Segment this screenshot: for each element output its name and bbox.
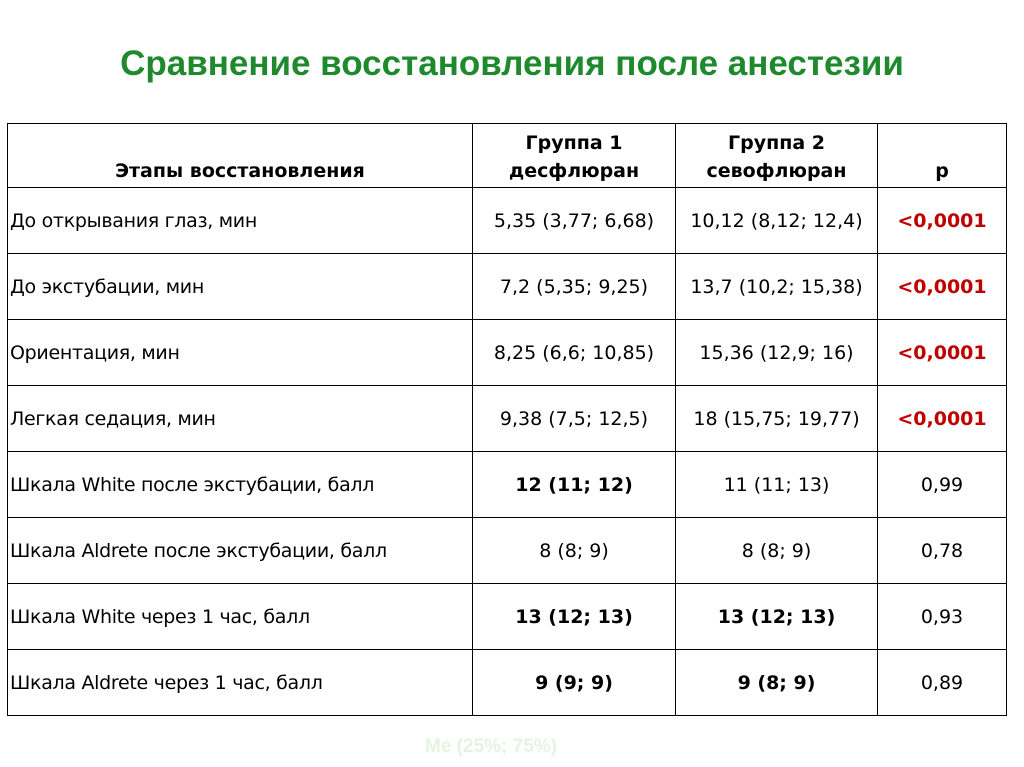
group1-cell: 8,25 (6,6; 10,85) — [473, 320, 676, 386]
header-p: p — [878, 124, 1007, 188]
table-row — [8, 584, 1007, 650]
group1-cell: 8 (8; 9) — [473, 518, 676, 584]
p-value-cell: 0,89 — [878, 650, 1007, 716]
table-row — [8, 320, 1007, 386]
p-value-cell: 0,78 — [878, 518, 1007, 584]
stage-cell: Легкая седация, мин — [8, 386, 473, 452]
table-header-row — [8, 124, 1007, 188]
results-table — [7, 123, 1007, 716]
group2-cell: 18 (15,75; 19,77) — [676, 386, 878, 452]
stage-cell: До экстубации, мин — [8, 254, 473, 320]
page-title: Сравнение восстановления после анестезии — [120, 44, 904, 83]
stage-cell: Шкала White через 1 час, балл — [8, 584, 473, 650]
group2-cell: 15,36 (12,9; 16) — [676, 320, 878, 386]
table-row — [8, 188, 1007, 254]
footnote: Me (25%; 75%) — [425, 736, 557, 757]
group2-cell: 8 (8; 9) — [676, 518, 878, 584]
group1-cell: 5,35 (3,77; 6,68) — [473, 188, 676, 254]
group2-cell: 13,7 (10,2; 15,38) — [676, 254, 878, 320]
stage-cell: До открывания глаз, мин — [8, 188, 473, 254]
group1-cell: 13 (12; 13) — [473, 584, 676, 650]
p-value-cell: <0,0001 — [878, 254, 1007, 320]
group1-cell: 12 (11; 12) — [473, 452, 676, 518]
table-row — [8, 386, 1007, 452]
group2-cell: 11 (11; 13) — [676, 452, 878, 518]
group1-cell: 9,38 (7,5; 12,5) — [473, 386, 676, 452]
group2-cell: 13 (12; 13) — [676, 584, 878, 650]
group1-cell: 7,2 (5,35; 9,25) — [473, 254, 676, 320]
header-group1: Группа 1 десфлюран — [473, 124, 676, 188]
stage-cell: Ориентация, мин — [8, 320, 473, 386]
group2-cell: 9 (8; 9) — [676, 650, 878, 716]
table-row — [8, 254, 1007, 320]
table-row — [8, 452, 1007, 518]
p-value-cell: <0,0001 — [878, 188, 1007, 254]
group1-cell: 9 (9; 9) — [473, 650, 676, 716]
p-value-cell: 0,99 — [878, 452, 1007, 518]
stage-cell: Шкала Aldrete после экстубации, балл — [8, 518, 473, 584]
header-group2: Группа 2 севофлюран — [676, 124, 878, 188]
stage-cell: Шкала Aldrete через 1 час, балл — [8, 650, 473, 716]
header-stage: Этапы восстановления — [8, 124, 473, 188]
group2-cell: 10,12 (8,12; 12,4) — [676, 188, 878, 254]
p-value-cell: <0,0001 — [878, 386, 1007, 452]
p-value-cell: 0,93 — [878, 584, 1007, 650]
table-row — [8, 650, 1007, 716]
p-value-cell: <0,0001 — [878, 320, 1007, 386]
table-row — [8, 518, 1007, 584]
stage-cell: Шкала White после экстубации, балл — [8, 452, 473, 518]
